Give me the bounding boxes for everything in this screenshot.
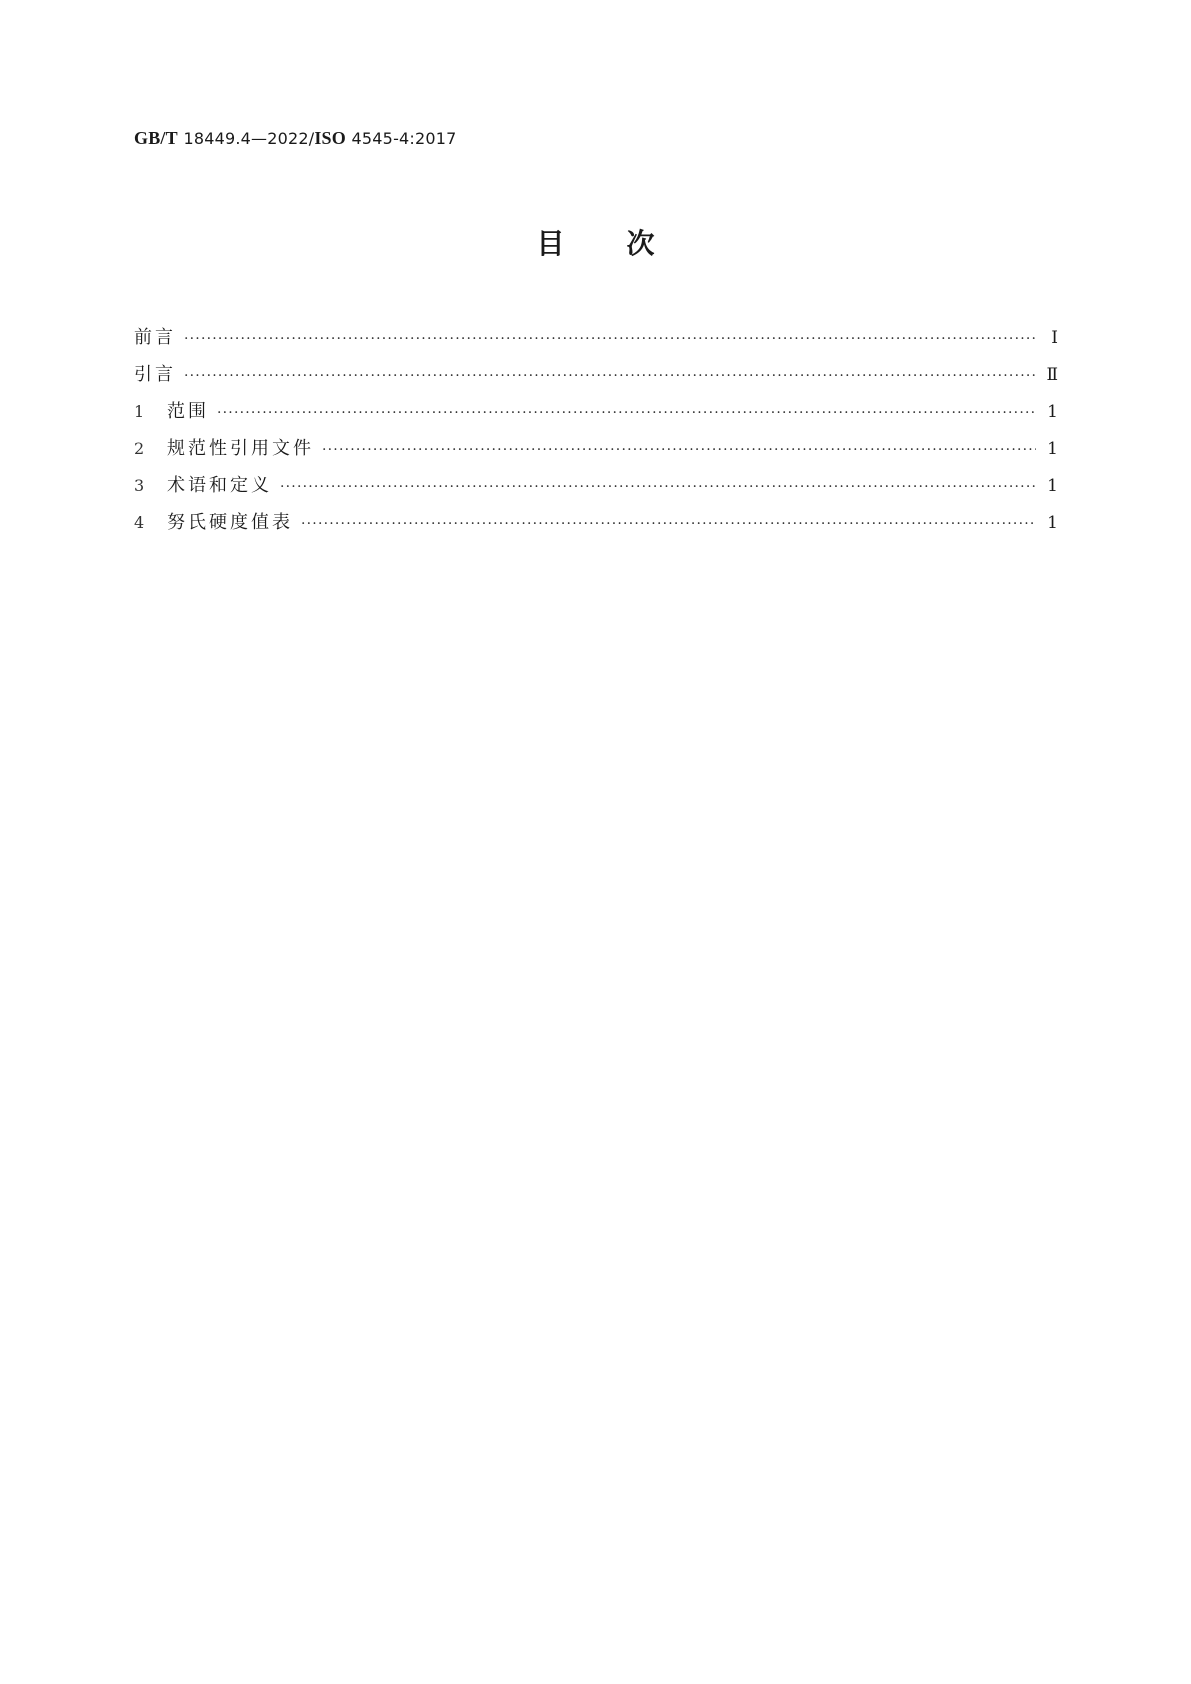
iso-code-prefix: ISO xyxy=(314,128,346,148)
iso-code-number: 4545-4:2017 xyxy=(351,129,457,148)
toc-item-number: 3 xyxy=(134,476,145,495)
toc-leader-dots xyxy=(280,475,1036,499)
toc-item-terms-definitions[interactable] xyxy=(134,474,1058,511)
toc-leader-dots xyxy=(301,512,1036,536)
toc-leader-dots xyxy=(184,364,1036,388)
toc-item-normative-references[interactable] xyxy=(134,437,1058,474)
toc-item-title: 努氏硬度值表 xyxy=(167,512,293,533)
toc-item-title: 引言 xyxy=(134,364,176,385)
standard-code-number: 18449.4—2022/ xyxy=(183,129,315,148)
toc-item-page: 1 xyxy=(1047,476,1058,496)
standard-code-prefix: GB/T xyxy=(134,128,178,148)
toc-item-page: 1 xyxy=(1047,402,1058,422)
standard-code-header xyxy=(134,126,457,151)
toc-item-page: 1 xyxy=(1047,513,1058,533)
table-of-contents xyxy=(134,326,1058,548)
toc-item-knoop-hardness-table[interactable] xyxy=(134,511,1058,548)
toc-title: 目次 xyxy=(536,227,717,260)
toc-item-page: Ⅱ xyxy=(1046,365,1058,385)
toc-leader-dots xyxy=(322,438,1036,462)
toc-item-page: 1 xyxy=(1047,439,1058,459)
toc-item-scope[interactable] xyxy=(134,400,1058,437)
toc-item-title: 前言 xyxy=(134,327,176,348)
toc-leader-dots xyxy=(184,327,1036,351)
toc-item-number: 2 xyxy=(134,439,145,458)
toc-item-introduction[interactable] xyxy=(134,363,1058,400)
toc-item-number: 1 xyxy=(134,402,145,421)
toc-item-title: 范围 xyxy=(167,401,209,422)
toc-item-number: 4 xyxy=(134,513,145,532)
toc-item-title: 术语和定义 xyxy=(167,475,272,496)
toc-leader-dots xyxy=(217,401,1036,425)
toc-item-foreword[interactable] xyxy=(134,326,1058,363)
toc-item-title: 规范性引用文件 xyxy=(167,438,314,459)
toc-item-page: Ⅰ xyxy=(1051,328,1058,348)
